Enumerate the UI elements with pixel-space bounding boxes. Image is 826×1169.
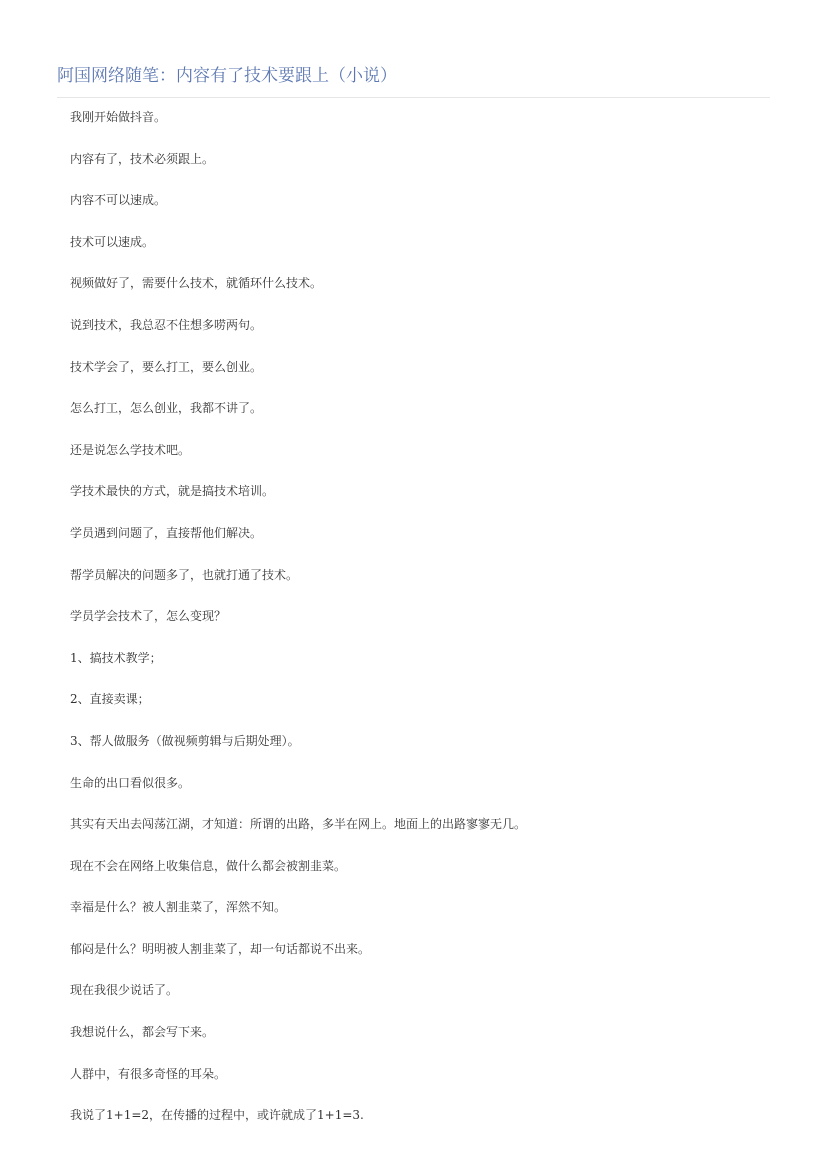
paragraph: 内容有了，技术必须跟上。 — [70, 151, 215, 166]
paragraph: 现在我很少说话了。 — [70, 983, 179, 998]
paragraph: 技术学会了，要么打工，要么创业。 — [70, 359, 263, 374]
paragraph: 现在不会在网络上收集信息，做什么都会被割韭菜。 — [70, 858, 347, 873]
paragraph: 视频做好了，需要什么技术，就循环什么技术。 — [70, 276, 323, 291]
paragraph: 学员遇到问题了，直接帮他们解决。 — [70, 525, 263, 540]
paragraph: 其实有天出去闯荡江湖，才知道：所谓的出路，多半在网上。地面上的出路寥寥无几。 — [70, 817, 527, 832]
paragraph: 我说了1+1=2，在传播的过程中，或许就成了1+1=3. — [70, 1108, 364, 1123]
paragraph: 内容不可以速成。 — [70, 193, 167, 208]
paragraph: 我刚开始做抖音。 — [70, 110, 167, 124]
paragraph: 郁闷是什么？明明被人割韭菜了，却一句话都说不出来。 — [70, 941, 371, 956]
paragraph: 说到技术，我总忍不住想多唠两句。 — [70, 317, 263, 332]
paragraph: 1、搞技术教学； — [70, 650, 162, 665]
paragraph: 人群中，有很多奇怪的耳朵。 — [70, 1066, 227, 1081]
paragraph: 生命的出口看似很多。 — [70, 775, 191, 790]
paragraph: 还是说怎么学技术吧。 — [70, 442, 191, 457]
article-body — [70, 107, 770, 1147]
paragraph: 技术可以速成。 — [70, 234, 155, 249]
paragraph: 学技术最快的方式，就是搞技术培训。 — [70, 484, 275, 499]
paragraph: 我想说什么，都会写下来。 — [70, 1025, 215, 1040]
page-title: 阿国网络随笔：内容有了技术要跟上（小说） — [57, 66, 397, 86]
paragraph: 怎么打工，怎么创业，我都不讲了。 — [70, 401, 263, 416]
paragraph: 2、直接卖课； — [70, 692, 150, 707]
paragraph: 幸福是什么？被人割韭菜了，浑然不知。 — [70, 900, 287, 915]
title-divider — [57, 97, 770, 98]
paragraph: 学员学会技术了，怎么变现？ — [70, 609, 227, 624]
paragraph: 3、帮人做服务（做视频剪辑与后期处理）。 — [70, 733, 300, 748]
paragraph: 帮学员解决的问题多了，也就打通了技术。 — [70, 567, 299, 582]
